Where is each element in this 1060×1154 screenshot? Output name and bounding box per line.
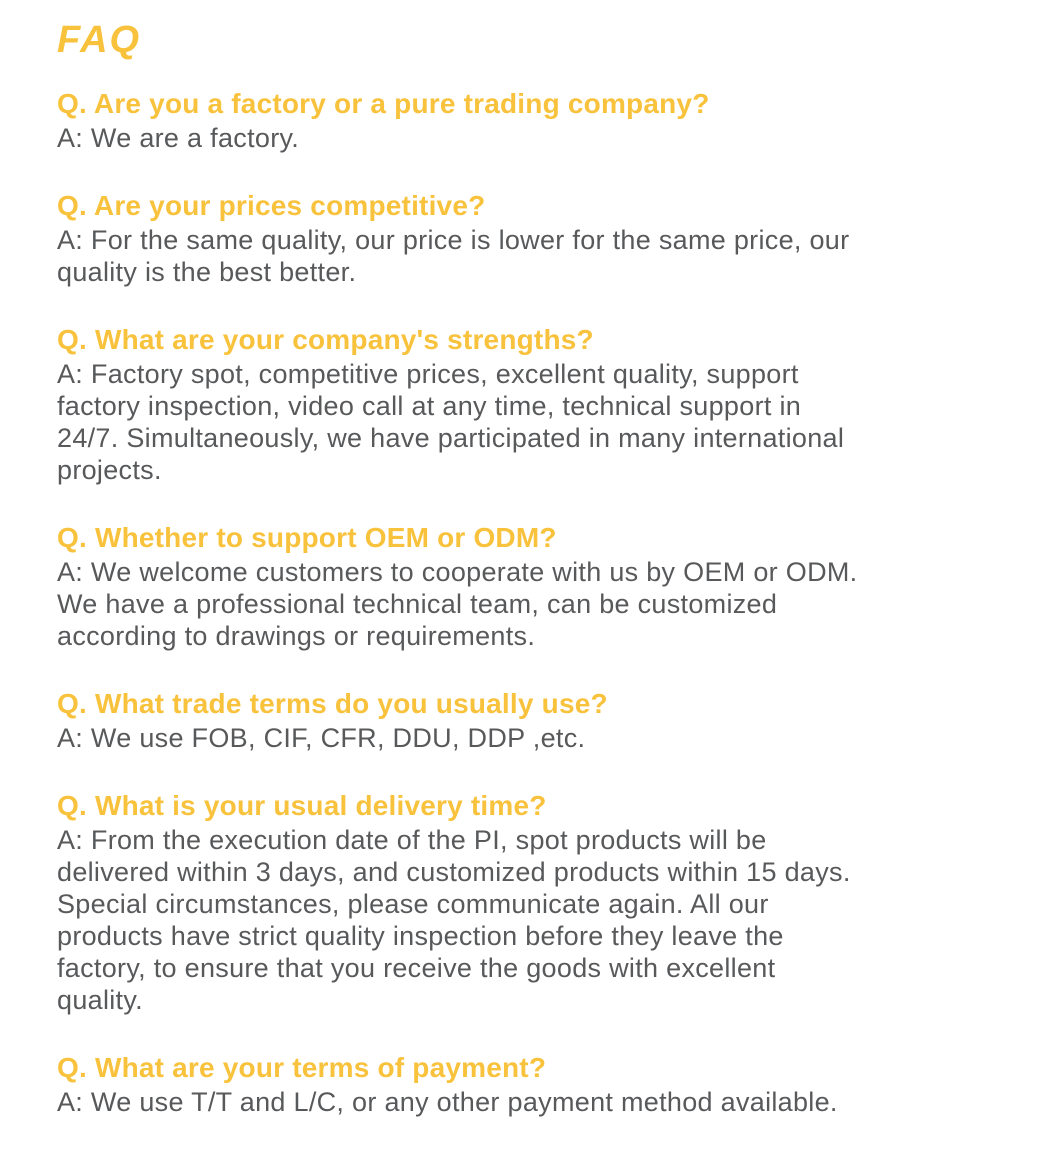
faq-answer-line: A: We welcome customers to cooperate with us by OEM or ODM.: [57, 557, 858, 587]
faq-question: Q. What are your company's strengths?: [57, 324, 594, 355]
faq-answer-line: products have strict quality inspection before they leave the: [57, 921, 784, 951]
faq-answer-line: A: For the same quality, our price is lower for the same price, our: [57, 225, 850, 255]
faq-item: [57, 190, 1020, 288]
faq-answer-line: A: From the execution date of the PI, spot products will be: [57, 825, 767, 855]
faq-item: [57, 688, 1020, 754]
faq-item: [57, 790, 1020, 1016]
faq-answer: [57, 358, 1020, 486]
faq-answer: [57, 722, 1020, 754]
faq-item: [57, 324, 1020, 486]
faq-answer-line: A: We are a factory.: [57, 123, 300, 153]
faq-answer-line: A: Factory spot, competitive prices, excellent quality, support: [57, 359, 799, 389]
faq-answer-line: delivered within 3 days, and customized products within 15 days.: [57, 857, 851, 887]
faq-answer-line: A: We use FOB, CIF, CFR, DDU, DDP ,etc.: [57, 723, 586, 753]
faq-item: [57, 1052, 1020, 1118]
faq-question: Q. What is your usual delivery time?: [57, 790, 547, 821]
faq-question: Q. Whether to support OEM or ODM?: [57, 522, 557, 553]
page-title: FAQ: [57, 19, 142, 61]
faq-answer-line: We have a professional technical team, can be customized: [57, 589, 778, 619]
faq-answer-line: quality.: [57, 985, 143, 1015]
faq-answer-line: quality is the best better.: [57, 257, 357, 287]
faq-answer-line: factory inspection, video call at any time, technical support in: [57, 391, 802, 421]
faq-answer-line: 24/7. Simultaneously, we have participated in many international: [57, 423, 845, 453]
faq-question: Q. What trade terms do you usually use?: [57, 688, 608, 719]
faq-question: Q. Are your prices competitive?: [57, 190, 486, 221]
faq-answer: [57, 824, 1020, 1016]
faq-answer-line: projects.: [57, 455, 162, 485]
faq-question: Q. What are your terms of payment?: [57, 1052, 547, 1083]
faq-question: Q. Are you a factory or a pure trading company?: [57, 88, 710, 119]
faq-item: [57, 522, 1020, 652]
faq-answer-line: A: We use T/T and L/C, or any other payment method available.: [57, 1087, 838, 1117]
faq-answer-line: factory, to ensure that you receive the goods with excellent: [57, 953, 776, 983]
faq-answer: [57, 122, 1020, 154]
faq-answer: [57, 224, 1020, 288]
faq-answer: [57, 1086, 1020, 1118]
faq-answer-line: Special circumstances, please communicate again. All our: [57, 889, 769, 919]
faq-item: [57, 88, 1020, 154]
faq-answer-line: according to drawings or requirements.: [57, 621, 536, 651]
faq-answer: [57, 556, 1020, 652]
